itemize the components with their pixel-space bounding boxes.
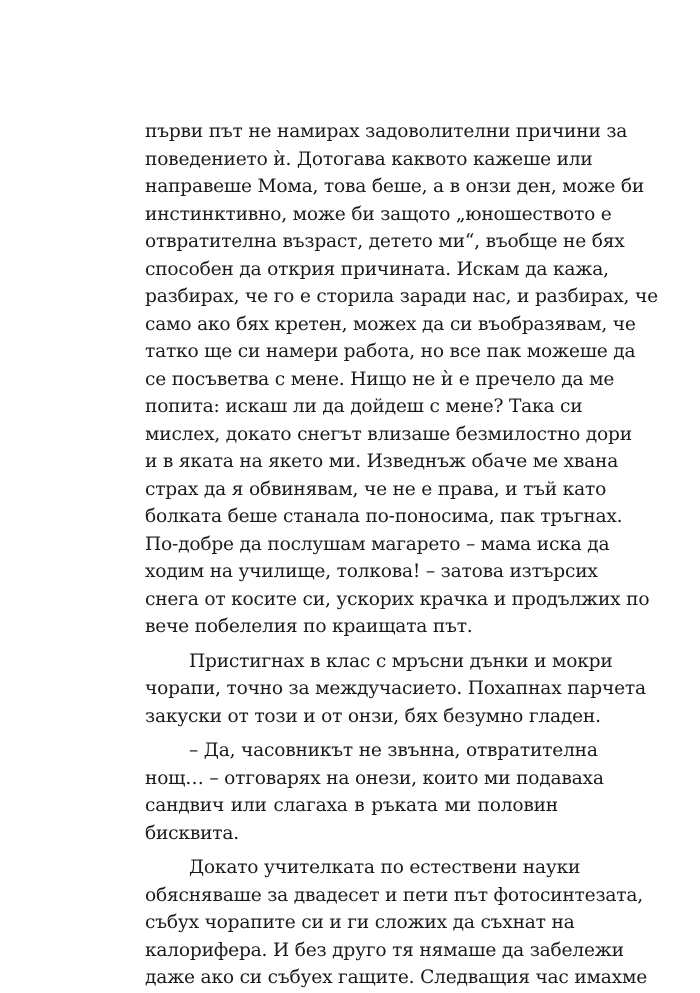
text-line: и в яката на якето ми. Изведнъж обаче ме хвана	[145, 451, 619, 472]
text-line: разбирах, че го е сторила заради нас, и разбирах, че	[145, 286, 658, 307]
text-line: даже ако си събуех гащите. Следващия час имахме	[145, 967, 648, 988]
text-line: се посъветва с мене. Нищо не ѝ е пречело да ме	[145, 368, 615, 390]
text-line: направеше Мома, това беше, а в онзи ден, може би	[145, 176, 645, 197]
paragraph	[145, 648, 646, 731]
text-line: първи път не намирах задоволителни причини за	[145, 121, 628, 142]
text-line: ходим на училище, толкова! – затова изтърсих	[145, 561, 598, 582]
text-line: Докато учителката по естествени науки	[189, 857, 581, 878]
paragraph	[145, 737, 604, 847]
text-line: татко ще си намери работа, но все пак можеше да	[145, 341, 636, 362]
text-line: Пристигнах в клас с мръсни дънки и мокри	[189, 650, 613, 672]
paragraph-gap	[145, 730, 558, 737]
text-line: закуски от този и от онзи, бях безумно гладен.	[145, 705, 601, 727]
page-text	[145, 118, 658, 992]
text-line: мислех, докато снегът влизаше безмилостно дори	[145, 423, 632, 445]
text-line: страх да я обвинявам, че не е права, и тъй като	[145, 478, 607, 500]
text-line: сандвич или слагаха в ръката ми половин	[145, 795, 558, 816]
paragraph	[145, 118, 658, 641]
text-line: събух чорапите си и ги сложих да съхнат на	[145, 912, 575, 933]
text-line: снега от косите си, ускорих крачка и продължих по	[145, 588, 650, 610]
text-line: вече побелелия по краищата път.	[145, 616, 473, 637]
paragraph	[145, 854, 648, 992]
text-line: – Да, часовникът не звънна, отвратителна	[189, 740, 598, 761]
text-line: поведението ѝ. Дотогава каквото кажеше или	[145, 148, 593, 170]
text-line: бисквита.	[145, 822, 239, 844]
paragraph-gap	[145, 641, 558, 648]
text-line: способен да открия причината. Искам да кажа,	[145, 258, 609, 280]
text-line: калорифера. И без друго тя нямаше да забележи	[145, 939, 624, 961]
text-line: само ако бях кретен, можех да си въобразявам, че	[145, 313, 636, 335]
text-line: нощ… – отговарях на онези, които ми подаваха	[145, 767, 604, 789]
text-line: По-добре да послушам магарето – мама иска да	[145, 533, 610, 555]
text-line: чорапи, точно за междучасието. Похапнах парчета	[145, 678, 646, 699]
text-line: отвратителна възраст, детето ми“, въобще не бях	[145, 231, 625, 252]
text-line: обясняваше за двадесет и пети път фотосинтезата,	[145, 884, 643, 906]
text-line: инстинктивно, може би защото „юношеството е	[145, 203, 612, 225]
text-line: попита: искаш ли да дойдеш с мене? Така си	[145, 396, 583, 417]
text-line: болката беше станала по-поносима, пак тръгнах.	[145, 506, 623, 527]
paragraph-gap	[145, 847, 558, 854]
